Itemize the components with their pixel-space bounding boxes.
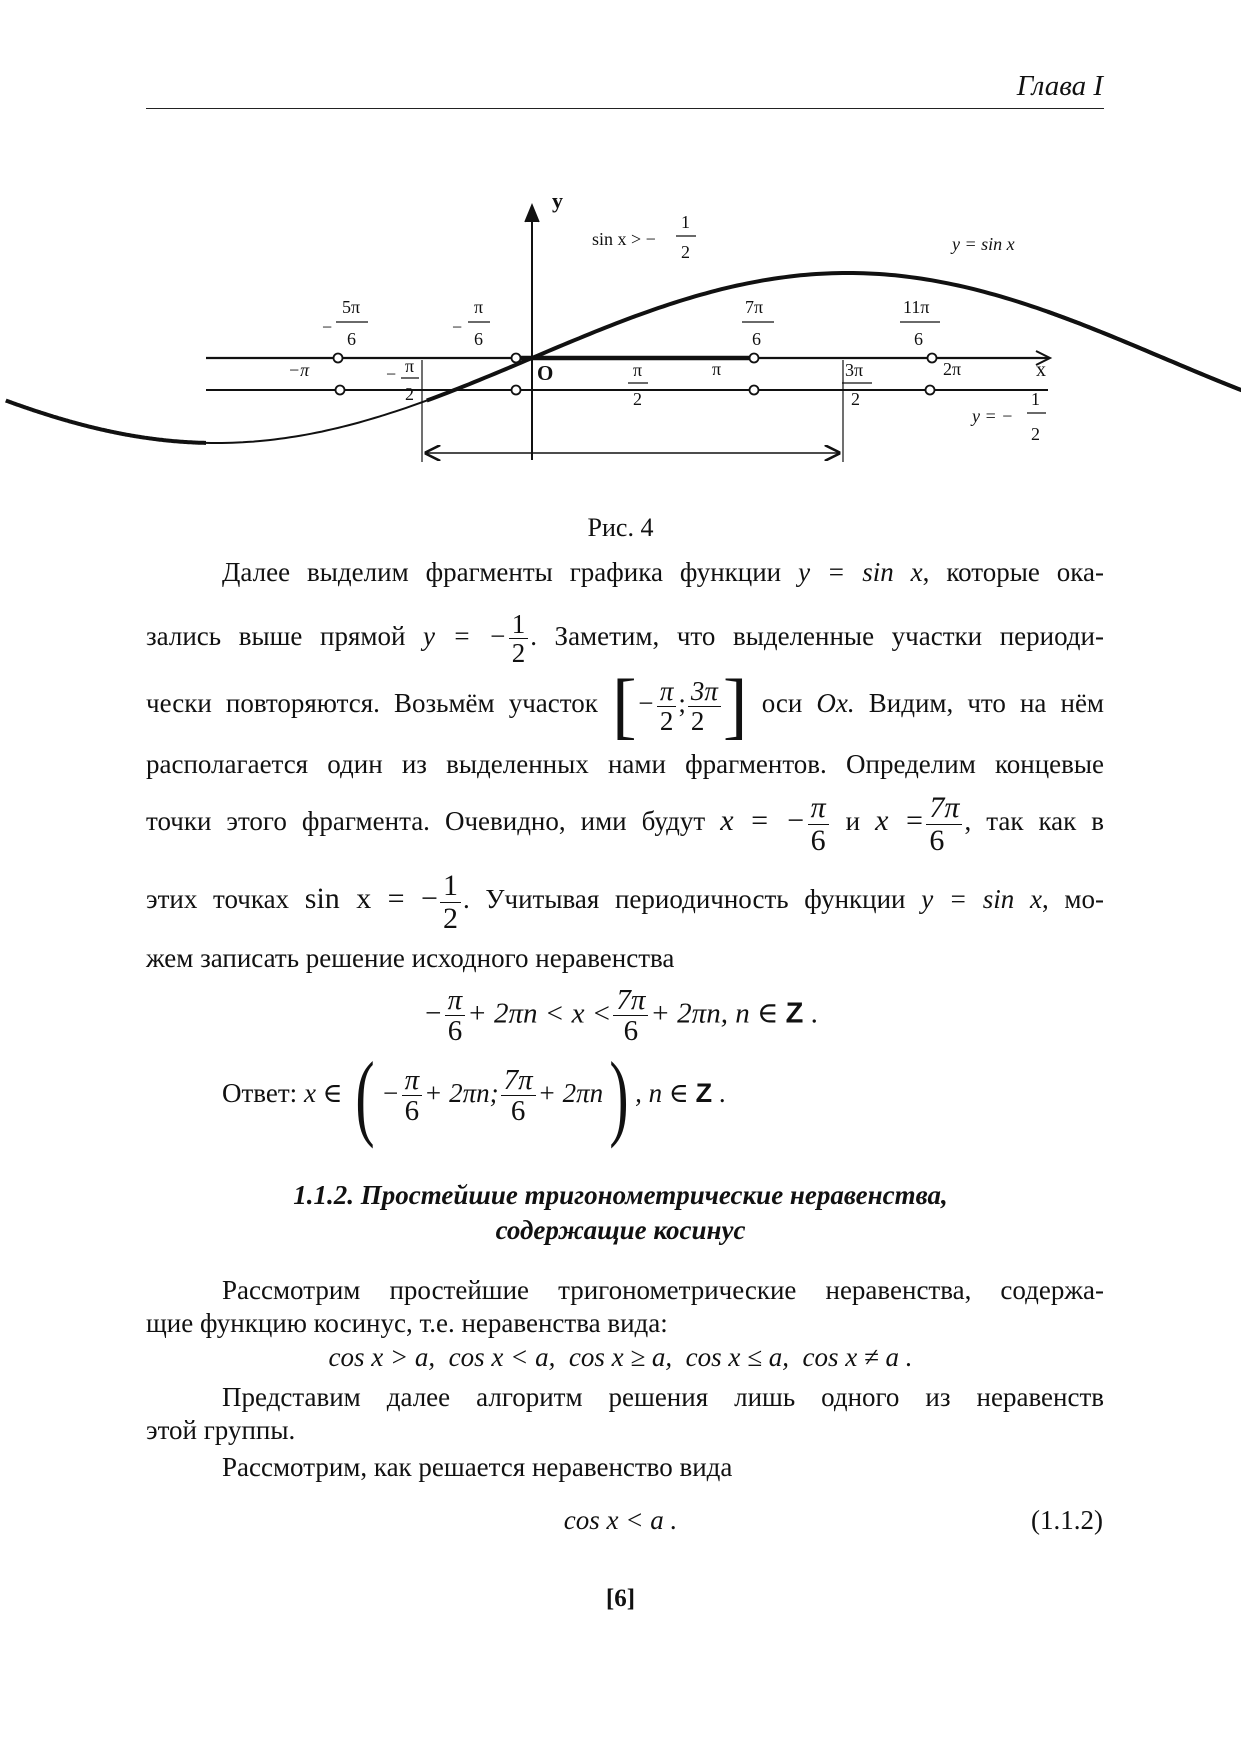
label-minus-pi-6 [452,297,490,349]
numerator: 1 [440,870,461,903]
figure-caption: Рис. 4 [587,513,654,542]
fraction [926,792,962,856]
numerator: 3π [845,360,864,380]
numerator: 5π [342,297,361,317]
body2-line-2 [146,1306,1104,1340]
fraction [445,985,466,1047]
numerator: π [657,677,677,706]
denominator: 6 [510,1095,526,1128]
text: , так как в [964,806,1105,837]
sine-curve-highlight-right [1048,312,1241,443]
label-minus-pi: −π [288,360,310,380]
denominator: 6 [474,329,483,349]
fraction [440,870,461,934]
text: щие функцию косинус, т.е. неравенства вида: [146,1308,668,1338]
label-pi-half [628,360,648,409]
region-label [592,212,696,262]
equation-cos-less: cos x < a . [563,1505,678,1535]
chapter-title: Глава I [1016,70,1103,102]
interval [611,665,748,747]
math-expr: + 2πn, n ∈ [650,997,779,1030]
numerator: 11π [903,297,930,317]
label-11pi-6 [900,297,940,349]
fraction [509,610,529,668]
period: . [718,1078,726,1108]
right-bracket: ] [722,665,748,747]
numerator: 7π [745,297,764,317]
curve-label: y = sin x [952,234,1015,254]
label-7pi-6 [742,297,774,349]
body2-line-3 [146,1380,1104,1414]
numerator: π [474,297,484,317]
body2-line-5 [146,1450,1104,1484]
region-label-den: 2 [681,242,690,262]
text: чески повторяются. Возьмём участок [146,688,598,719]
dot-7pi-6 [750,386,759,395]
math-expr: x ∈ [303,1078,343,1108]
minus-sign: − [423,997,443,1030]
axis-dot-minus-pi-6 [512,354,521,363]
left-bracket: [ [611,665,637,747]
numerator: 3π [688,677,721,706]
denominator: 2 [405,384,414,404]
math-expr: y = − [423,621,507,652]
denominator: 6 [810,823,826,857]
dot-11pi-6 [926,386,935,395]
math-expr: + 2πn; [424,1078,499,1108]
equation-number: (1.1.2) [1031,1505,1103,1535]
text: оси [761,688,803,719]
denominator: 6 [404,1095,420,1128]
text: располагается один из выделенных нами фрагментов. Определим концевые [146,749,1104,779]
line-label-den: 2 [1031,424,1040,444]
y-axis-arrow [525,205,539,222]
math-expr: x = [875,804,925,838]
x-axis-label: x [1036,359,1046,381]
left-paren: ( [355,1041,375,1149]
fraction [402,1065,423,1127]
math-expr: x = − [720,804,806,838]
math-expr: sin x = − [304,882,438,916]
numerator: 7π [613,985,648,1016]
numerator: π [402,1065,423,1096]
line-label-num: 1 [1031,389,1040,409]
denominator: 6 [347,329,356,349]
paragraph-line-5 [146,792,1104,856]
denominator: 6 [752,329,761,349]
section-title-line-2: содержащие косинус [495,1215,746,1245]
minus-sign: − [322,317,333,337]
paragraph-line-6 [146,870,1104,934]
math-expr: y = sin x [921,884,1042,915]
body2-line-1 [146,1273,1104,1307]
text: , которые ока- [922,557,1104,587]
fraction [657,677,677,735]
label-three-pi-half [842,360,872,409]
minus-sign: − [636,688,655,719]
paragraph-line-1 [146,552,1104,592]
region-label-text: sin x > − [592,229,656,249]
region-label-num: 1 [681,212,690,232]
text: Представим далее алгоритм решения лишь одного из неравенств [222,1382,1104,1412]
integers-symbol: Z [785,997,804,1030]
answer-line [222,1041,726,1149]
denominator: 2 [690,705,705,736]
y-axis-label: y [552,188,563,213]
text: , мо- [1041,884,1105,915]
text: . Заметим, что выделенные участки периоди- [530,621,1104,652]
dot-minus-5pi-6 [336,386,345,395]
fraction [808,792,829,856]
answer-label: Ответ: [222,1078,298,1108]
axis-dot-minus-5pi-6 [334,354,343,363]
denominator: 6 [914,329,923,349]
axis-dot-7pi-6 [750,354,759,363]
solution-formula [0,985,1241,1047]
denominator: 6 [623,1015,639,1048]
math-expr: , n ∈ [635,1078,689,1108]
label-minus-5pi-6 [322,297,368,349]
math-expr: + 2πn [537,1078,604,1108]
text: Рассмотрим простейшие тригонометрические неравенства, содержа- [222,1275,1104,1305]
separator: ; [678,688,686,719]
page-number: [6] [605,1585,636,1612]
fraction [613,985,648,1047]
sine-graph-figure [0,0,1241,500]
period: . [810,997,818,1030]
numerator: π [808,792,829,825]
denominator: 2 [659,705,674,736]
text: Рассмотрим, как решается неравенство вида [222,1452,733,1482]
label-two-pi: 2π [943,359,962,379]
text: жем записать решение исходного неравенства [146,943,675,973]
label-pi: π [712,359,722,379]
numerator: 1 [509,610,529,639]
section-title-line-1: 1.1.2. Простейшие тригонометрические неравенства, [293,1180,948,1210]
denominator: 2 [442,901,458,935]
label-minus-pi-half [386,356,419,404]
integers-symbol: Z [695,1078,713,1108]
text: и [845,806,861,837]
denominator: 6 [929,823,945,857]
text: Далее выделим фрагменты графика функции [222,557,782,587]
fraction [501,1065,536,1127]
numerator: π [405,356,415,376]
text: этих точках [146,884,290,915]
denominator: 2 [511,638,526,669]
right-paren: ) [609,1041,629,1149]
numerator: 7π [501,1065,536,1096]
text: Видим, что на нём [868,688,1105,719]
minus-sign: − [381,1078,400,1108]
line-label [970,389,1046,444]
text: . Учитывая периодичность функции [462,884,906,915]
math-expr: y = sin x [798,557,923,587]
math-expr: Ox. [816,688,855,719]
text: этой группы. [146,1415,296,1445]
numerator: 7π [926,792,962,825]
fraction [688,677,721,735]
dot-minus-pi-6 [512,386,521,395]
denominator: 2 [851,389,860,409]
paragraph-line-3 [146,665,1105,747]
axis-dot-11pi-6 [928,354,937,363]
text: зались выше прямой [146,621,406,652]
minus-sign: − [452,317,463,337]
numerator: π [445,985,466,1016]
paragraph-line-7 [146,938,1104,978]
cos-inequalities-list: cos x > a, cos x < a, cos x ≥ a, cos x ≤ a, cos x ≠ a . [328,1342,913,1372]
origin-label: O [537,361,554,385]
line-label-text: y = − [972,406,1014,426]
sine-curve-highlight-left [6,401,206,443]
math-expr: + 2πn < x < [467,997,612,1030]
paragraph-line-4 [146,744,1104,784]
paragraph-line-2 [146,610,1104,668]
text: точки этого фрагмента. Очевидно, ими будут [146,806,706,837]
numerator: π [633,360,643,380]
body2-line-4 [146,1413,1104,1447]
minus-sign: − [386,364,397,384]
denominator: 6 [447,1015,463,1048]
denominator: 2 [633,389,642,409]
